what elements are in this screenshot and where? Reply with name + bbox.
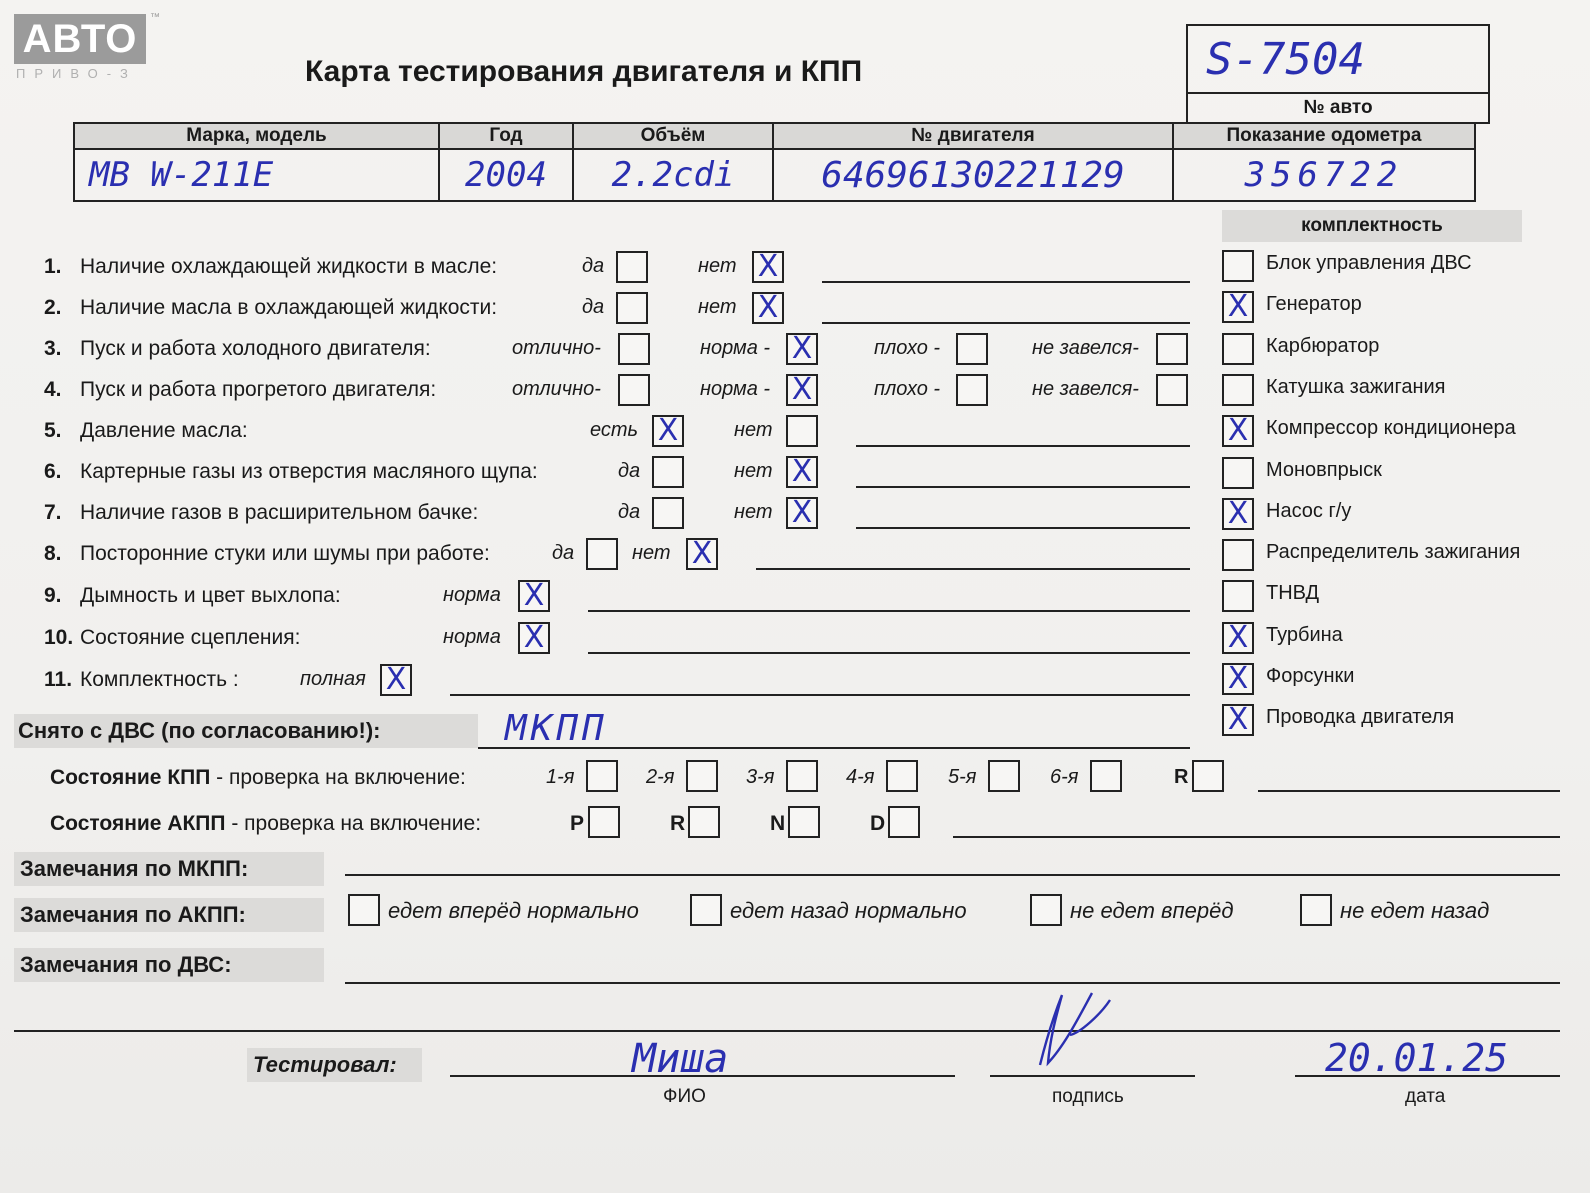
row2-net-checkbox-mark: X xyxy=(757,290,779,325)
check-text-1: Наличие охлаждающей жидкости в масле: xyxy=(80,255,498,278)
row5-est-checkbox[interactable] xyxy=(652,415,684,447)
kompl-item-label-7: Насос г/у xyxy=(1266,499,1352,522)
kompl-checkbox-11-mark: X xyxy=(1227,661,1249,696)
check-text-6: Картерные газы из отверстия масляного щупа: xyxy=(80,460,538,483)
row3-norma-checkbox[interactable] xyxy=(786,333,818,365)
check-text-9: Дымность и цвет выхлопа: xyxy=(80,584,341,607)
akpp-mode-label-3: N xyxy=(770,812,786,835)
row2-da-label: да xyxy=(582,296,605,318)
row8-net-checkbox-mark: X xyxy=(691,536,713,571)
kompl-header: комплектность xyxy=(1222,210,1522,242)
header-model: Марка, модель xyxy=(74,123,439,149)
row1-net-label: нет xyxy=(698,255,737,277)
akpp-remark-checkbox-1[interactable] xyxy=(348,894,380,926)
check-text-7: Наличие газов в расширительном бачке: xyxy=(80,501,479,524)
header-engine-number: № двигателя xyxy=(773,123,1173,149)
kompl-checkbox-2-mark: X xyxy=(1227,289,1249,325)
row10-norma-checkbox[interactable] xyxy=(518,622,550,654)
row8-net-label: нет xyxy=(632,542,671,564)
kompl-checkbox-4[interactable] xyxy=(1222,374,1254,406)
row9-norma-label: норма xyxy=(443,584,501,606)
row2-net-label: нет xyxy=(698,296,737,318)
row10-norma-label: норма xyxy=(443,626,501,648)
row2-net-checkbox[interactable] xyxy=(752,292,784,324)
remarks-akpp-label: Замечания по АКПП: xyxy=(14,898,324,932)
row6-net-checkbox-mark: X xyxy=(791,454,813,489)
kpp-gear-label-5: 5-я xyxy=(948,766,977,788)
fio-line xyxy=(450,1075,955,1077)
row6-note-line xyxy=(856,486,1190,488)
remarks-mkpp-line xyxy=(345,874,1560,876)
row6-net-checkbox[interactable] xyxy=(786,456,818,488)
row1-net-checkbox-mark: X xyxy=(757,249,779,284)
check-text-2: Наличие масла в охлаждающей жидкости: xyxy=(80,296,498,319)
kompl-checkbox-7-mark: X xyxy=(1227,495,1249,531)
row3-ne-zavelsya-checkbox[interactable] xyxy=(1156,333,1188,365)
kompl-item-label-9: ТНВД xyxy=(1266,582,1320,605)
row11-note-line xyxy=(450,694,1190,696)
row5-note-line xyxy=(856,445,1190,447)
row7-da-checkbox[interactable] xyxy=(652,497,684,529)
value-model: MB W-211E xyxy=(74,149,439,201)
row9-norma-checkbox[interactable] xyxy=(518,580,550,612)
row9-note-line xyxy=(588,610,1190,612)
value-year: 2004 xyxy=(439,149,573,201)
vehicle-info-table xyxy=(73,122,1476,202)
row6-net-label: нет xyxy=(734,460,773,482)
check-num-8: 8. xyxy=(44,542,62,565)
date-value: 20.01.25 xyxy=(1325,1036,1509,1080)
kompl-item-label-11: Форсунки xyxy=(1266,665,1355,687)
row1-da-label: да xyxy=(582,255,605,277)
remarks-dvs-line xyxy=(345,982,1560,984)
akpp-label-bold: Состояние АКПП xyxy=(50,812,226,835)
akpp-mode-checkbox-1[interactable] xyxy=(588,806,620,838)
row3-ploho-checkbox[interactable] xyxy=(956,333,988,365)
check-num-9: 9. xyxy=(44,584,62,607)
kompl-item-label-1: Блок управления ДВС xyxy=(1266,252,1472,274)
value-volume: 2.2cdi xyxy=(573,149,773,201)
auto-number-value: S-7504 xyxy=(1206,34,1365,85)
kompl-checkbox-7[interactable] xyxy=(1222,495,1254,531)
kompl-checkbox-6[interactable] xyxy=(1222,457,1254,489)
akpp-mode-checkbox-2[interactable] xyxy=(688,806,720,838)
value-engine-number: 64696130221129 xyxy=(773,149,1173,201)
row7-da-label: да xyxy=(618,501,641,523)
row8-net-checkbox[interactable] xyxy=(686,538,718,570)
akpp-remark-checkbox-3[interactable] xyxy=(1030,894,1062,926)
kompl-checkbox-10-mark: X xyxy=(1227,619,1249,655)
row11-polnaya-checkbox-mark: X xyxy=(385,662,407,697)
row3-norma-checkbox-mark: X xyxy=(791,331,813,366)
akpp-mode-label-1: P xyxy=(570,812,585,835)
kpp-gear-checkbox-6[interactable] xyxy=(1090,760,1122,792)
row5-net-checkbox[interactable] xyxy=(786,415,818,447)
row1-net-checkbox[interactable] xyxy=(752,251,784,283)
trademark-sign: ™ xyxy=(150,12,160,23)
row4-norma-checkbox[interactable] xyxy=(786,374,818,406)
kpp-gear-label-3: 3-я xyxy=(746,766,775,788)
check-num-6: 6. xyxy=(44,460,62,483)
row1-note-line xyxy=(822,281,1190,283)
row4-otlichno-label: отлично- xyxy=(512,378,601,400)
akpp-mode-checkbox-4[interactable] xyxy=(888,806,920,838)
akpp-remark-checkbox-2[interactable] xyxy=(690,894,722,926)
kompl-checkbox-11[interactable] xyxy=(1222,663,1254,695)
row3-otlichno-checkbox[interactable] xyxy=(618,333,650,365)
row7-net-label: нет xyxy=(734,501,773,523)
kpp-gear-checkbox-2[interactable] xyxy=(686,760,718,792)
header-year: Год xyxy=(439,123,573,149)
row5-net-label: нет xyxy=(734,419,773,441)
check-num-10: 10. xyxy=(44,626,74,649)
footer-divider xyxy=(14,1030,1560,1032)
kpp-gear-label-4: 4-я xyxy=(846,766,875,788)
row9-norma-checkbox-mark: X xyxy=(523,578,545,613)
header-odometer: Показание одометра xyxy=(1173,123,1475,149)
akpp-mode-label-2: R xyxy=(670,812,686,835)
row4-ploho-checkbox[interactable] xyxy=(956,374,988,406)
kpp-gear-checkbox-4[interactable] xyxy=(886,760,918,792)
removed-value: МКПП xyxy=(505,708,608,749)
kompl-item-label-2: Генератор xyxy=(1266,293,1362,316)
value-odometer: 356722 xyxy=(1173,149,1475,201)
row4-norma-label: норма - xyxy=(700,378,771,400)
fio-caption: ФИО xyxy=(663,1086,706,1107)
kompl-item-label-5: Компрессор кондиционера xyxy=(1266,417,1516,440)
kompl-checkbox-8[interactable] xyxy=(1222,539,1254,571)
akpp-label-rest: - проверка на включение: xyxy=(225,812,482,835)
row4-norma-checkbox-mark: X xyxy=(791,372,813,407)
kompl-checkbox-9[interactable] xyxy=(1222,580,1254,612)
avto-logo: АВТО xyxy=(14,14,146,64)
akpp-remark-label-1: едет вперёд нормально xyxy=(388,898,639,923)
check-num-7: 7. xyxy=(44,501,62,524)
signature-drawing xyxy=(1010,985,1120,1075)
kpp-gear-checkbox-7[interactable] xyxy=(1192,760,1224,792)
kompl-checkbox-10[interactable] xyxy=(1222,619,1254,655)
kpp-gear-checkbox-1[interactable] xyxy=(586,760,618,792)
kpp-gear-label-7: R xyxy=(1174,766,1189,788)
row4-ne-zavelsya-label: не завелся- xyxy=(1032,378,1139,400)
kompl-item-label-12: Проводка двигателя xyxy=(1266,706,1455,729)
akpp-remark-label-3: не едет вперёд xyxy=(1070,898,1234,923)
check-num-2: 2. xyxy=(44,296,62,319)
akpp-mode-checkbox-3[interactable] xyxy=(788,806,820,838)
check-text-5: Давление масла: xyxy=(80,419,248,442)
removed-label: Снято с ДВС (по согласованию!): xyxy=(14,714,478,748)
row10-note-line xyxy=(588,652,1190,654)
row7-note-line xyxy=(856,527,1190,529)
kompl-checkbox-5[interactable] xyxy=(1222,415,1254,447)
kompl-item-label-6: Моновпрыск xyxy=(1266,458,1382,481)
row7-net-checkbox-mark: X xyxy=(791,495,813,530)
remarks-mkpp-label: Замечания по МКПП: xyxy=(14,852,324,886)
check-num-11: 11. xyxy=(44,668,73,691)
row5-est-checkbox-mark: X xyxy=(657,413,679,448)
tested-label: Тестировал: xyxy=(247,1048,422,1082)
akpp-line xyxy=(953,836,1560,838)
akpp-mode-label-4: D xyxy=(870,812,886,835)
kpp-label-bold: Состояние КПП xyxy=(50,766,211,789)
akpp-label xyxy=(50,812,481,836)
kpp-gear-label-2: 2-я xyxy=(646,766,675,788)
kpp-gear-label-1: 1-я xyxy=(546,766,575,788)
check-num-1: 1. xyxy=(44,255,62,278)
kompl-checkbox-5-mark: X xyxy=(1227,413,1249,449)
row8-da-checkbox[interactable] xyxy=(586,538,618,570)
page-title: Карта тестирования двигателя и КПП xyxy=(305,55,863,88)
kompl-checkbox-12-mark: X xyxy=(1227,702,1249,738)
kpp-label xyxy=(50,766,466,790)
check-text-3: Пуск и работа холодного двигателя: xyxy=(80,337,431,360)
check-num-4: 4. xyxy=(44,378,62,401)
check-num-5: 5. xyxy=(44,419,62,442)
row6-da-label: да xyxy=(618,460,641,482)
header-volume: Объём xyxy=(573,123,773,149)
row2-note-line xyxy=(822,322,1190,324)
kompl-checkbox-3[interactable] xyxy=(1222,333,1254,365)
kompl-checkbox-12[interactable] xyxy=(1222,704,1254,736)
row11-polnaya-checkbox[interactable] xyxy=(380,664,412,696)
kompl-checkbox-1[interactable] xyxy=(1222,250,1254,282)
check-text-10: Состояние сцепления: xyxy=(80,626,301,649)
kpp-label-rest: - проверка на включение: xyxy=(210,766,466,789)
logo-subtitle: ПРИВО-З xyxy=(16,66,137,81)
sign-line xyxy=(990,1075,1195,1077)
row8-da-label: да xyxy=(552,542,575,564)
row10-norma-checkbox-mark: X xyxy=(523,620,545,655)
row4-ploho-label: плохо - xyxy=(874,378,941,400)
row8-note-line xyxy=(756,568,1190,570)
date-caption: дата xyxy=(1405,1086,1446,1107)
row3-ploho-label: плохо - xyxy=(874,337,941,359)
akpp-remark-checkbox-4[interactable] xyxy=(1300,894,1332,926)
row4-ne-zavelsya-checkbox[interactable] xyxy=(1156,374,1188,406)
check-text-4: Пуск и работа прогретого двигателя: xyxy=(80,378,437,401)
check-text-8: Посторонние стуки или шумы при работе: xyxy=(80,542,490,565)
tester-name: Миша xyxy=(632,1036,729,1082)
kompl-item-label-3: Карбюратор xyxy=(1266,334,1380,357)
remarks-dvs-label: Замечания по ДВС: xyxy=(14,948,324,982)
kompl-checkbox-2[interactable] xyxy=(1222,291,1254,323)
row2-da-checkbox[interactable] xyxy=(616,292,648,324)
kompl-item-label-4: Катушка зажигания xyxy=(1266,375,1446,398)
kpp-line xyxy=(1258,790,1560,792)
row3-norma-label: норма - xyxy=(700,337,771,359)
row3-ne-zavelsya-label: не завелся- xyxy=(1032,337,1139,359)
kpp-gear-label-6: 6-я xyxy=(1050,766,1079,788)
row5-est-label: есть xyxy=(590,419,639,441)
akpp-remark-label-2: едет назад нормально xyxy=(730,898,967,923)
check-text-11: Комплектность : xyxy=(80,668,239,691)
kompl-item-label-10: Турбина xyxy=(1266,623,1343,646)
row3-otlichno-label: отлично- xyxy=(512,337,601,359)
auto-number-label: № авто xyxy=(1186,92,1490,124)
akpp-remark-label-4: не едет назад xyxy=(1340,898,1490,923)
auto-number-box xyxy=(1186,24,1490,94)
row4-otlichno-checkbox[interactable] xyxy=(618,374,650,406)
row1-da-checkbox[interactable] xyxy=(616,251,648,283)
kpp-gear-checkbox-5[interactable] xyxy=(988,760,1020,792)
row11-polnaya-label: полная xyxy=(300,668,366,690)
row6-da-checkbox[interactable] xyxy=(652,456,684,488)
date-line xyxy=(1295,1075,1560,1077)
kpp-gear-checkbox-3[interactable] xyxy=(786,760,818,792)
check-num-3: 3. xyxy=(44,337,62,360)
sign-caption: подпись xyxy=(1052,1086,1124,1107)
row7-net-checkbox[interactable] xyxy=(786,497,818,529)
kompl-item-label-8: Распределитель зажигания xyxy=(1266,541,1521,564)
removed-line xyxy=(478,747,1190,749)
